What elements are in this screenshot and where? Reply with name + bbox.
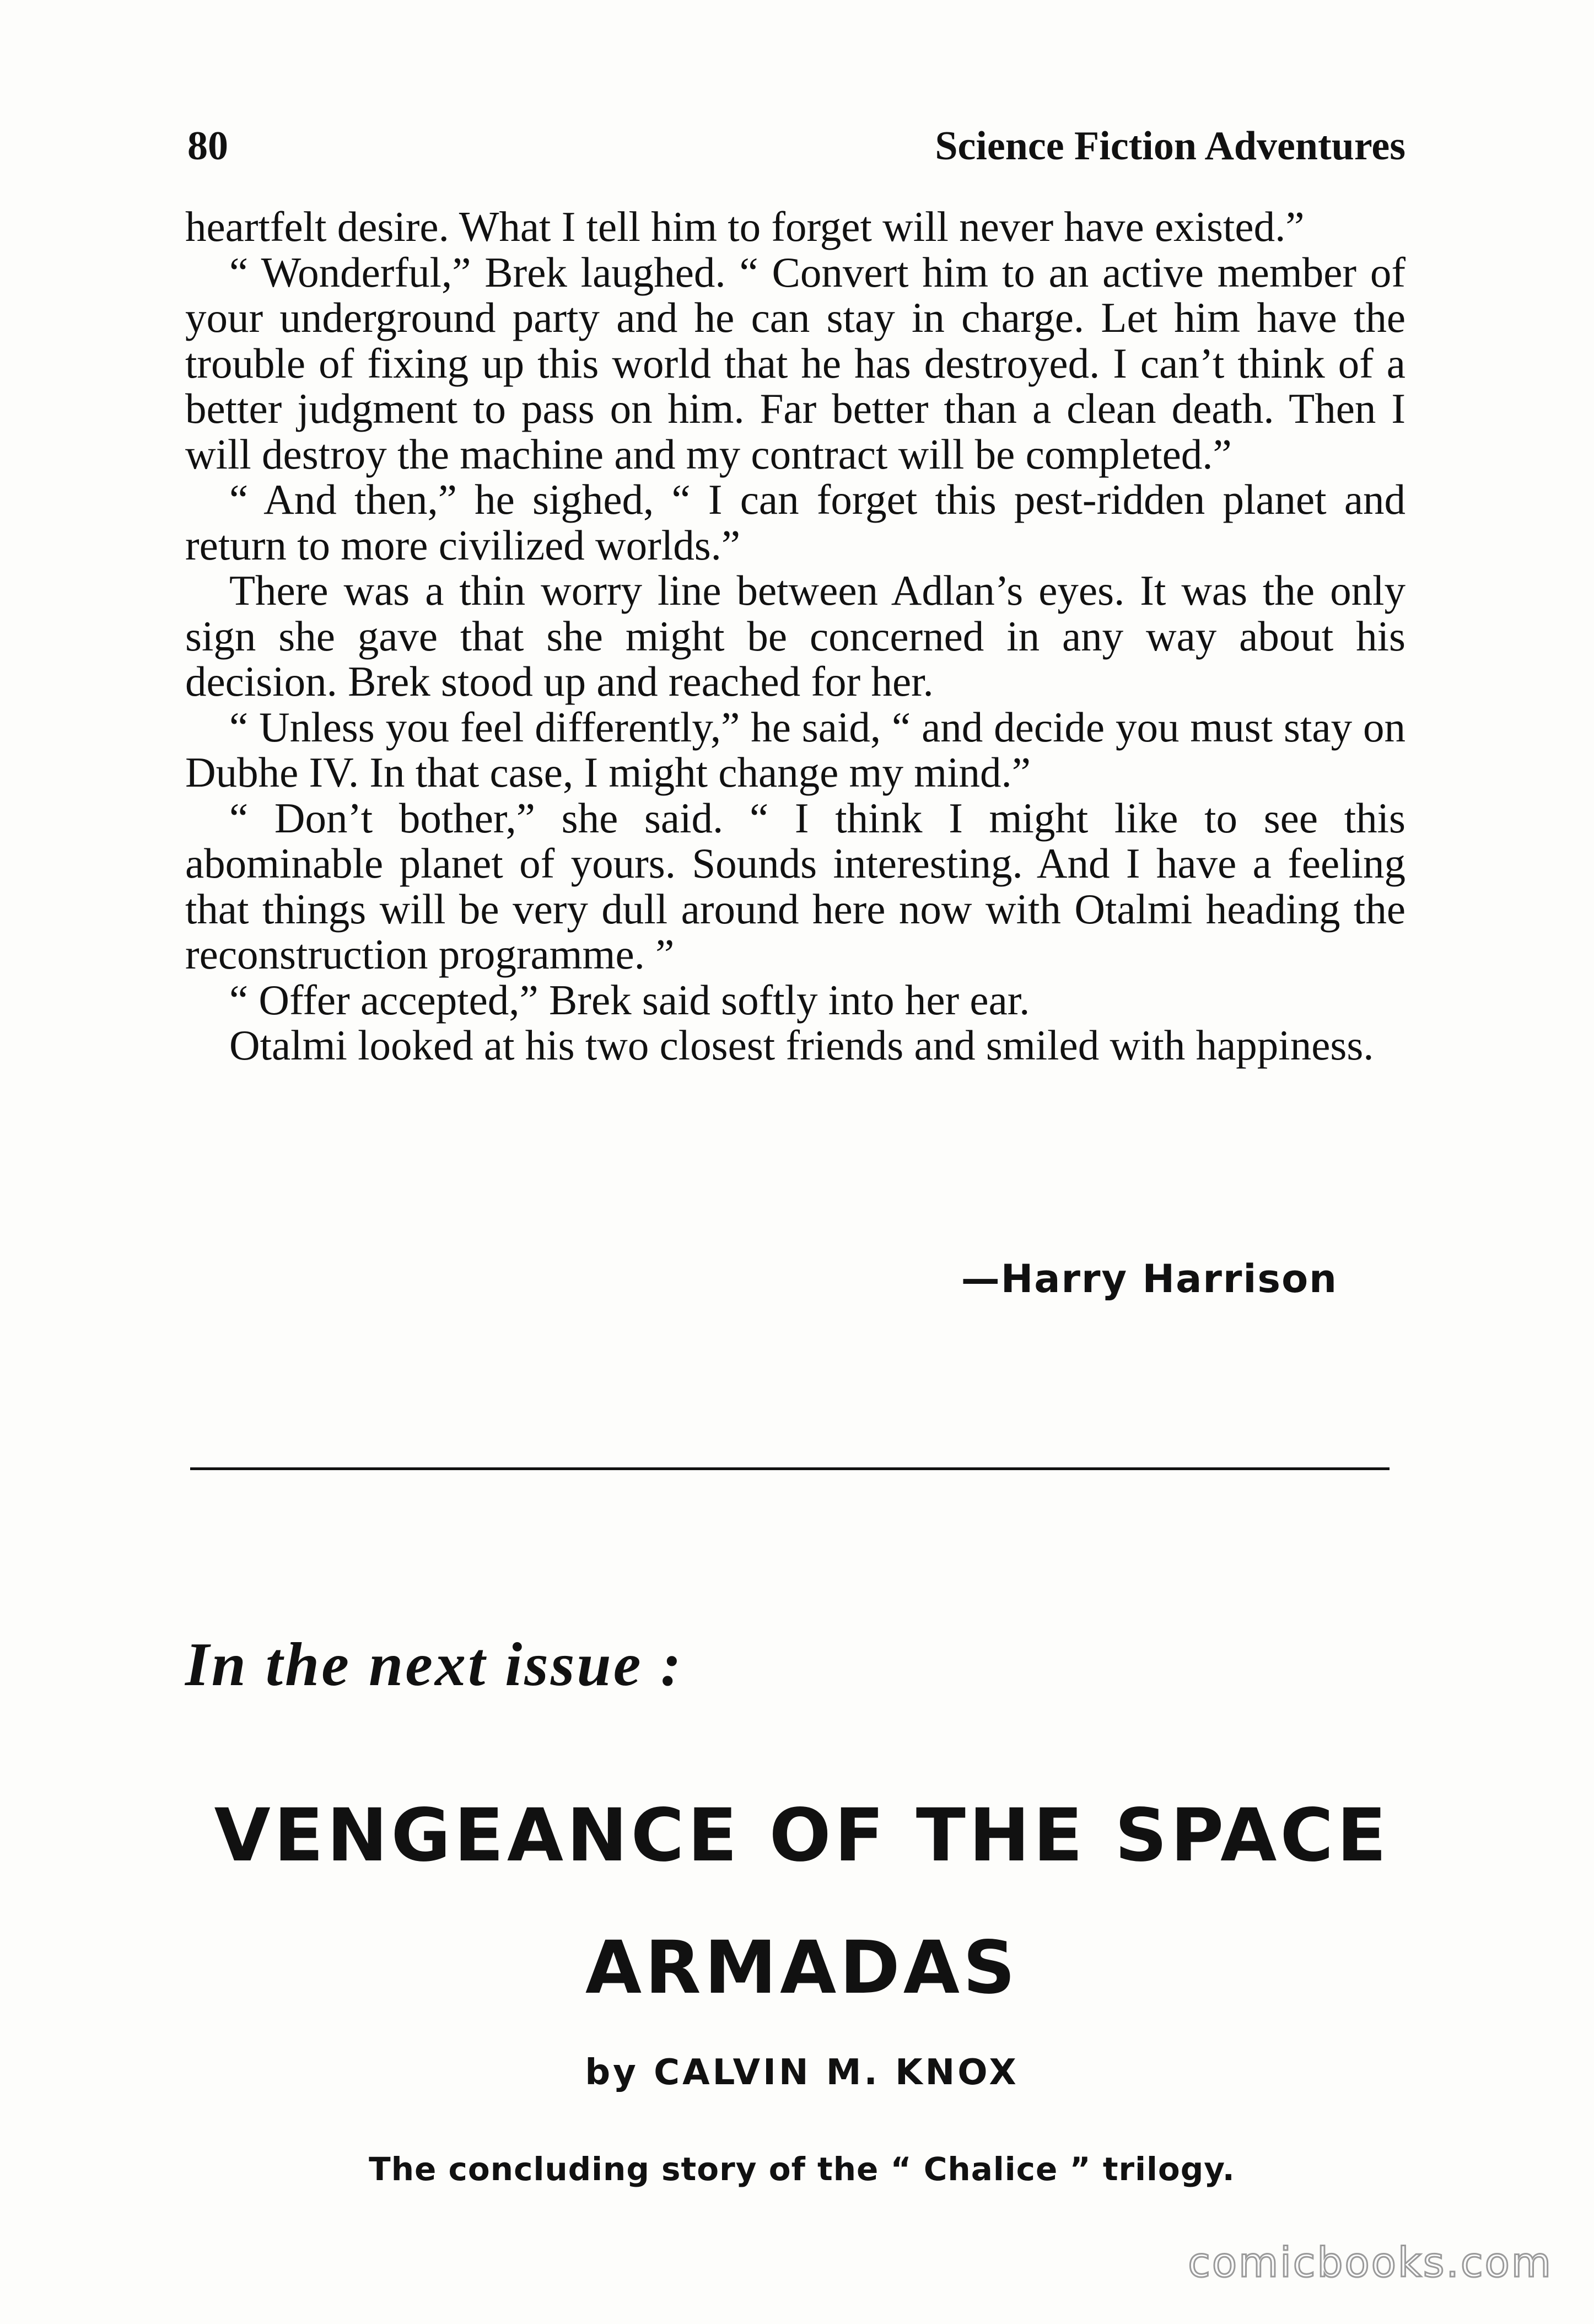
watermark: comicbooks.com xyxy=(1188,2239,1553,2287)
section-divider xyxy=(190,1467,1390,1470)
next-issue-blurb: The concluding story of the “ Chalice ” trilogy. xyxy=(369,2150,1235,2188)
story-paragraph: There was a thin worry line between Adlan’s eyes. It was the only sign she gave that she might be concerned in any way about his decision. Brek stood up and reached for her. xyxy=(185,567,1405,705)
story-paragraph: “ Don’t bother,” she said. “ I think I might like to see this abominable planet of yours. Sounds interesting. And I have a feeling that things will be very dull around here now with Otalmi heading the reconstruction programme. ” xyxy=(185,794,1405,978)
next-issue-title-line: VENGEANCE OF THE SPACE xyxy=(214,1793,1390,1878)
story-paragraph: “ And then,” he sighed, “ I can forget this pest-ridden planet and return to more civilized worlds.” xyxy=(185,476,1405,569)
story-paragraph: “ Unless you feel differently,” he said, “ and decide you must stay on Dubhe IV. In that case, I might change my mind.” xyxy=(185,703,1405,796)
story-paragraph: heartfelt desire. What I tell him to forget will never have existed.” xyxy=(185,203,1305,250)
story-text xyxy=(185,204,1405,1068)
page-number: 80 xyxy=(187,123,228,169)
running-head xyxy=(187,116,1405,176)
next-issue-title xyxy=(165,1769,1439,2034)
next-issue-title-line: ARMADAS xyxy=(585,1925,1019,2010)
running-title: Science Fiction Adventures xyxy=(935,123,1405,169)
next-issue-author: by CALVIN M. KNOX xyxy=(585,2052,1019,2093)
story-paragraph: “ Offer accepted,” Brek said softly into her ear. xyxy=(229,976,1030,1024)
next-issue-label: In the next issue : xyxy=(185,1631,683,1699)
story-paragraph: “ Wonderful,” Brek laughed. “ Convert him to an active member of your underground party and he can stay in charge. Let him have the trouble of fixing up this world that he has destroyed. I can’t think of a better judgment to pass on him. Far better than a clean death. Then I will destroy the machine and my contract will be completed.” xyxy=(185,248,1405,478)
author-byline: —Harry Harrison xyxy=(961,1256,1338,1301)
story-paragraph: Otalmi looked at his two closest friends and smiled with happiness. xyxy=(229,1021,1374,1069)
